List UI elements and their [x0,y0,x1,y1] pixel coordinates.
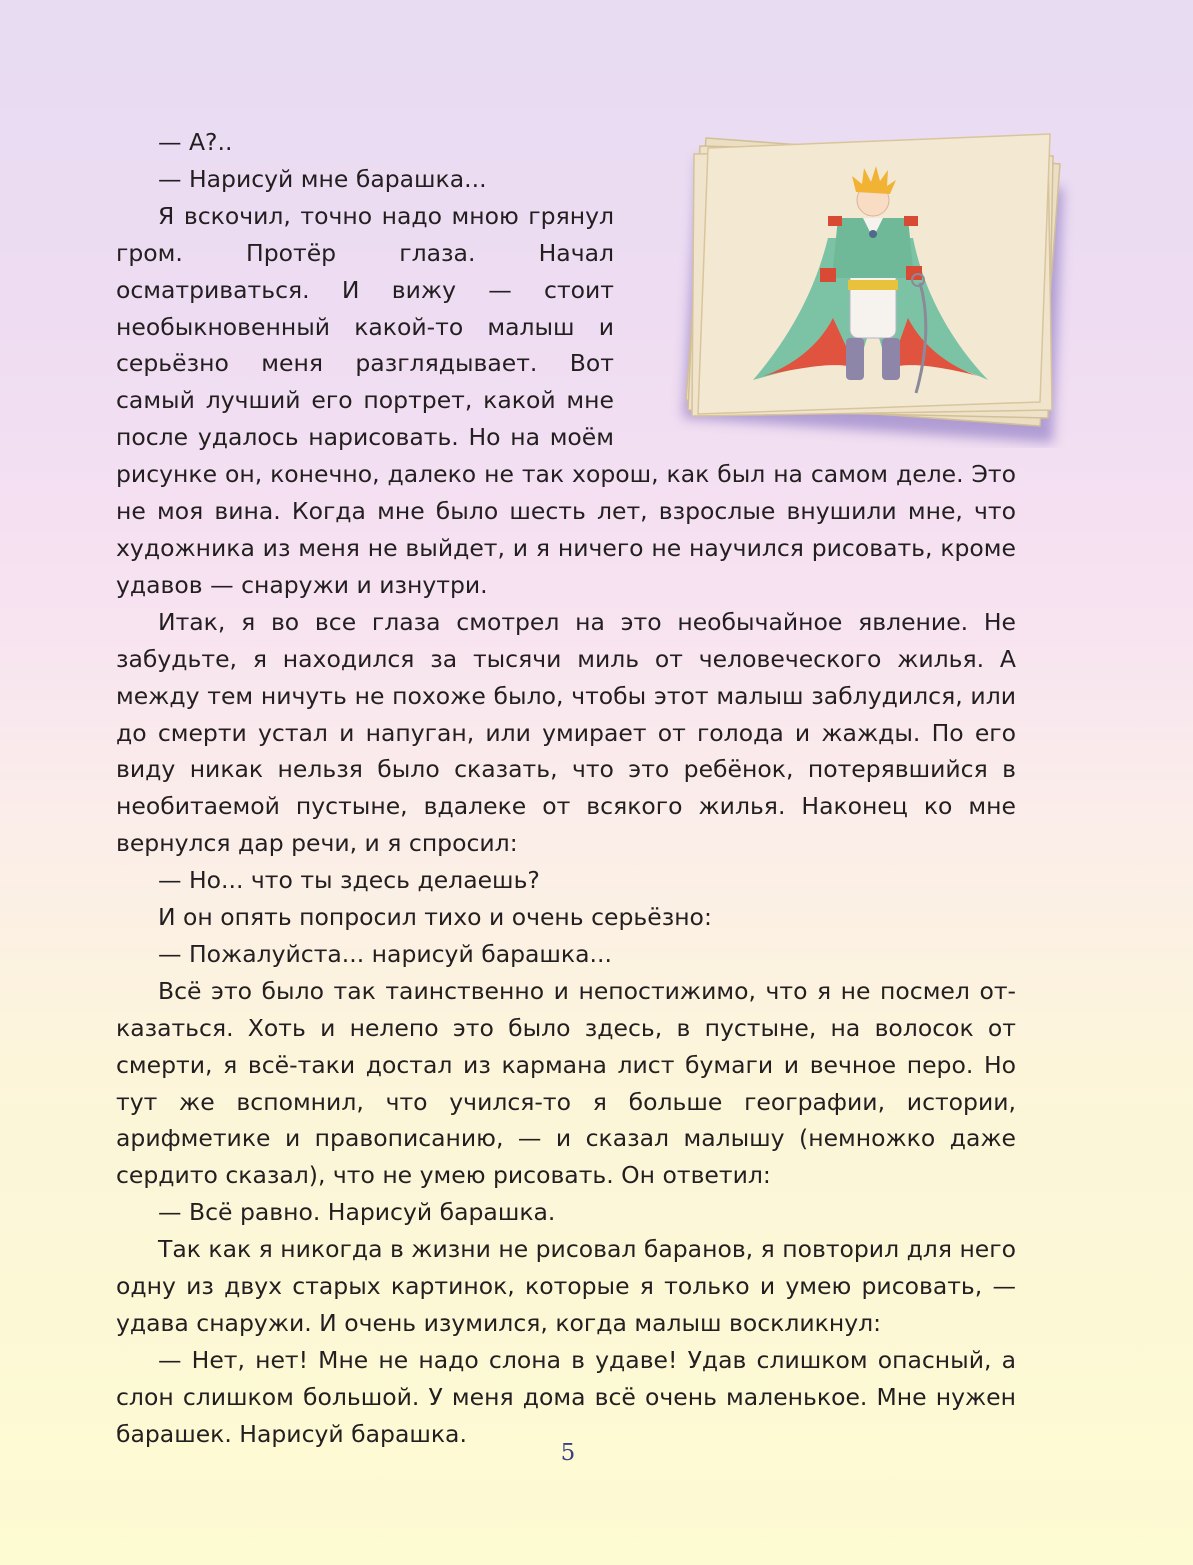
paragraph: Так как я никогда в жизни не рисовал баранов, я повторил для него одну из двух старых картинок, которые я только и умею рисовать, — удава снаружи. И очень изумился, когда малыш воскликнул: [116,1235,1016,1337]
page-number: 5 [560,1440,576,1466]
paragraph: Я вскочил, точно надо мною грянул гром. Протёр глаза. Начал осматриваться. И вижу — стоит необыкновенный какой-то малыш и серьёзно меня разглядывает. Вот самый лучший его портрет, какой мне после удалось нарисовать. Но на моём рисунке он, конечно, далеко не так хорош, как был на самом деле. Это не моя вина. Когда мне было шесть лет, взрослые внушили мне, что художника из меня не выйдет, и я ничего не научился рисовать, кроме удавов — снаружи и изнутри. [116,201,1016,599]
paragraph: — Но... что ты здесь делаешь? [158,866,540,895]
paragraph: — Нарисуй мне барашка... [158,164,487,193]
paragraph: — Всё равно. Нарисуй барашка. [158,1198,556,1227]
paragraph: — А?.. [158,128,233,156]
paragraph: — Нет, нет! Мне не надо слона в удаве! Удав слишком опасный, а слон слишком большой. У меня дома всё очень маленькое. Мне нужен барашек. Нарисуй барашка. [116,1345,1016,1448]
little-prince-illustration [668,118,1078,448]
paragraph: Итак, я во все глаза смотрел на это необычайное явление. Не забудьте, я находился за тысячи миль от человеческого жилья. А между тем ничуть не похоже было, чтобы этот малыш заблудился, или до смерти устал и напуган, или умирает от голода и жажды. По его виду никак нельзя было сказать, что это ребёнок, потерявшийся в необитаемой пустыне, вдалеке от всякого жилья. Наконец ко мне вернулся дар речи, и я спросил: [116,607,1016,858]
paragraph: — Пожалуйста... нарисуй барашка... [158,939,612,968]
paragraph: И он опять попросил тихо и очень серьёзно: [158,903,712,932]
paragraph: Всё это было так таинственно и непостижимо, что я не посмел отказаться. Хоть и нелепо это было здесь, в пустыне, на волосок от смерти, я всё-таки достал из кармана лист бумаги и вечное перо. Но тут же вспомнил, что учился-то я больше географии, истории, арифметике и правописанию, — и сказал малышу (немножко даже сердито сказал), что не умею рисовать. Он ответил: [116,976,1016,1190]
